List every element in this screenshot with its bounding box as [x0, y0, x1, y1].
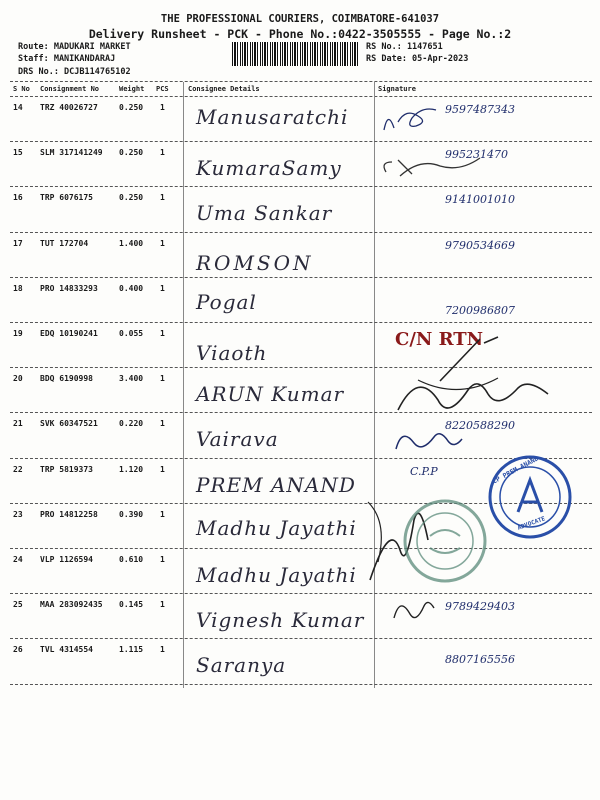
stamp-text-top: CP PREM ANAND — [491, 454, 540, 486]
row-sno: 19 — [13, 329, 23, 338]
row-consignment-no: TVL 4314554 — [40, 645, 93, 655]
signature-column-rule — [374, 82, 375, 688]
runsheet-subtitle: Delivery Runsheet - PCK - Phone No.:0422-3505555 - Page No.:2 — [88, 27, 512, 41]
row-consignee-name: Saranya — [196, 653, 287, 678]
row-consignment-no: BDQ 6190998 — [40, 374, 93, 384]
row-sno: 23 — [13, 509, 23, 519]
row-sno: 18 — [13, 283, 23, 293]
row-weight: 0.220 — [119, 419, 144, 429]
staff-label: Staff: MANIKANDARAJ — [18, 54, 116, 64]
row-consignment-no: EDQ 10190241 — [40, 329, 98, 338]
col-sno: S No — [13, 85, 30, 93]
row-separator — [10, 638, 592, 639]
row-pcs: 1 — [160, 600, 165, 610]
row-weight: 1.115 — [119, 645, 144, 655]
row-signature-note: C/N RTN — [395, 329, 484, 350]
row-pcs: 1 — [160, 238, 165, 248]
row-consignment-no: PRO 14833293 — [40, 283, 98, 293]
col-consignee: Consignee Details — [188, 85, 260, 93]
table-top-rule — [10, 81, 592, 82]
col-weight: Weight — [119, 85, 145, 93]
drs-number: DRS No.: DCJB114765102 — [18, 67, 131, 77]
row-sno: 22 — [13, 464, 23, 474]
row-sno: 20 — [13, 374, 23, 384]
row-pcs: 1 — [160, 555, 165, 564]
row-consignee-name: ARUN Kumar — [196, 382, 345, 407]
row-separator — [10, 548, 592, 549]
row-sno: 25 — [13, 600, 23, 610]
stamp-text-bottom: ADVOCATE — [516, 515, 547, 532]
row-pcs: 1 — [160, 374, 165, 384]
row-weight: 0.145 — [119, 600, 144, 610]
row-signature-note: 7200986807 — [445, 303, 515, 317]
row-pcs: 1 — [160, 509, 165, 519]
row-weight: 1.120 — [119, 464, 144, 474]
rs-number: RS No.: 1147651 — [366, 42, 443, 52]
row-pcs: 1 — [160, 193, 165, 203]
row-weight: 0.390 — [119, 509, 144, 519]
row-sno: 24 — [13, 555, 23, 564]
row-consignment-no: MAA 283092435 — [40, 600, 103, 610]
row-sno: 16 — [13, 193, 23, 203]
row-weight: 0.250 — [119, 148, 144, 158]
row-signature-note: C.P.P — [410, 464, 438, 478]
row-signature-note: 8220588290 — [445, 419, 515, 433]
row-signature-note: 995231470 — [445, 148, 508, 162]
runsheet-title: THE PROFESSIONAL COURIERS, COIMBATORE-641037 — [160, 13, 440, 25]
row-signature-note: 9789429403 — [445, 600, 515, 614]
row-sno: 17 — [13, 238, 23, 248]
row-pcs: 1 — [160, 103, 165, 112]
header-rule — [10, 96, 592, 97]
signature-scribble-20 — [388, 370, 558, 420]
row-weight: 0.400 — [119, 283, 144, 293]
row-sno: 21 — [13, 419, 23, 429]
row-pcs: 1 — [160, 464, 165, 474]
row-pcs: 1 — [160, 148, 165, 158]
row-consignee-name: Madhu Jayathi — [196, 563, 357, 587]
row-sno: 26 — [13, 645, 23, 655]
row-signature-note: 9597487343 — [445, 103, 515, 116]
row-separator — [10, 593, 592, 594]
row-signature-note: 9141001010 — [445, 193, 515, 207]
row-weight: 0.250 — [119, 103, 144, 112]
row-sno: 15 — [13, 148, 23, 158]
row-consignee-name: ROMSON — [196, 250, 314, 275]
round-seal — [400, 496, 490, 586]
row-signature-note: 9790534669 — [445, 238, 515, 252]
row-signature-note: 8807165556 — [445, 653, 515, 667]
row-consignment-no: TRP 6076175 — [40, 193, 93, 203]
signature-scribble-25 — [388, 596, 438, 626]
row-separator — [10, 684, 592, 685]
barcode — [232, 42, 360, 66]
signature-scribble-15 — [380, 150, 490, 190]
row-weight: 3.400 — [119, 374, 144, 384]
row-consignment-no: SVK 60347521 — [40, 419, 98, 429]
row-separator — [10, 277, 592, 278]
row-consignment-no: SLM 317141249 — [40, 148, 103, 158]
row-pcs: 1 — [160, 645, 165, 655]
row-consignee-name: Vairava — [196, 427, 279, 452]
row-consignment-no: TUT 172704 — [40, 238, 89, 248]
row-separator — [10, 322, 592, 323]
col-signature: Signature — [378, 85, 416, 93]
row-consignment-no: PRO 14812258 — [40, 509, 98, 519]
signature-scribble-21 — [388, 425, 468, 460]
consignee-column-rule — [183, 82, 184, 688]
row-pcs: 1 — [160, 329, 165, 338]
col-consignment: Consignment No — [40, 85, 100, 93]
row-consignee-name: Manusaratchi — [196, 105, 349, 129]
row-consignee-name: Pogal — [196, 289, 257, 314]
row-consignee-name: Viaoth — [196, 341, 268, 365]
route-label: Route: MADUKARI MARKET — [18, 42, 131, 52]
row-weight: 1.400 — [119, 238, 144, 248]
rs-date: RS Date: 05-Apr-2023 — [366, 54, 469, 64]
signature-scribble-14 — [380, 100, 450, 140]
row-consignee-name: PREM ANAND — [196, 472, 356, 497]
row-consignee-name: Vignesh Kumar — [196, 608, 365, 633]
col-pcs: PCS — [156, 85, 169, 93]
row-consignee-name: Uma Sankar — [196, 201, 333, 226]
row-consignment-no: TRP 5819373 — [40, 464, 93, 474]
row-separator — [10, 141, 592, 142]
row-weight: 0.250 — [119, 193, 144, 203]
row-pcs: 1 — [160, 419, 165, 429]
row-weight: 0.610 — [119, 555, 144, 564]
row-weight: 0.055 — [119, 329, 144, 338]
row-consignment-no: TRZ 40026727 — [40, 103, 98, 112]
row-consignment-no: VLP 1126594 — [40, 555, 93, 564]
row-separator — [10, 232, 592, 233]
row-separator — [10, 186, 592, 187]
row-consignee-name: KumaraSamy — [196, 156, 342, 181]
row-sno: 14 — [13, 103, 23, 112]
row-consignee-name: Madhu Jayathi — [196, 515, 357, 540]
row-pcs: 1 — [160, 283, 165, 293]
